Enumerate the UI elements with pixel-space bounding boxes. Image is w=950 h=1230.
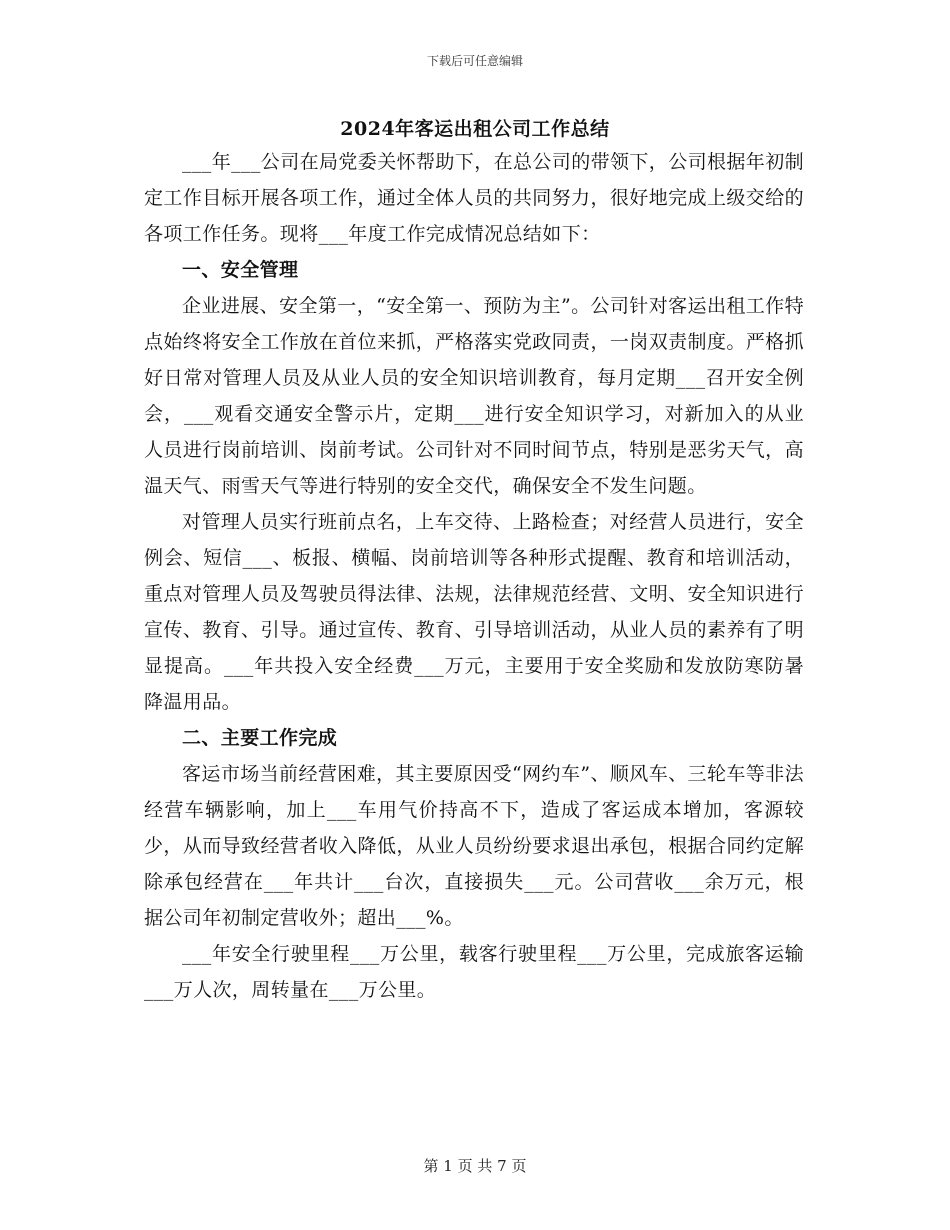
section-heading-work: 二、主要工作完成 bbox=[182, 727, 338, 749]
work-paragraph-2: ___年安全行驶里程___万公里，载客行驶里程___万公里，完成旅客运输___万人次，周转量在___万公里。 bbox=[144, 943, 804, 1001]
work-paragraph-1: 客运市场当前经营困难，其主要原因受“网约车”、顺风车、三轮车等非法经营车辆影响，加上___车用气价持高不下，造成了客运成本增加，客源较少，从而导致经营者收入降低，从业人员纷纷要求退出承包，根据合同约定解除承包经营在___年共计___台次，直接损失___元。公司营收___余万元，根据公司年初制定营收外；超出___%。 bbox=[144, 763, 804, 929]
section-heading-safety: 一、安全管理 bbox=[182, 259, 299, 281]
document-title: 2024年客运出租公司工作总结 bbox=[340, 118, 610, 140]
document-body bbox=[144, 144, 804, 1008]
header-note: 下载后可任意编辑 bbox=[426, 54, 523, 68]
safety-paragraph-2: 对管理人员实行班前点名，上车交待、上路检查；对经营人员进行，安全例会、短信___、板报、横幅、岗前培训等各种形式提醒、教育和培训活动，重点对管理人员及驾驶员得法律、法规，法律规范经营、文明、安全知识进行宣传、教育、引导。通过宣传、教育、引导培训活动，从业人员的素养有了明显提高。___年共投入安全经费___万元，主要用于安全奖励和发放防寒防暑降温用品。 bbox=[144, 511, 804, 713]
page-footer: 第 1 页 共 7 页 bbox=[423, 1157, 527, 1175]
intro-paragraph: ___年___公司在局党委关怀帮助下，在总公司的带领下，公司根据年初制定工作目标开展各项工作，通过全体人员的共同努力，很好地完成上级交给的各项工作任务。现将___年度工作完成情况总结如下： bbox=[144, 151, 805, 245]
safety-paragraph-1: 企业进展、安全第一，“安全第一、预防为主”。公司针对客运出租工作特点始终将安全工作放在首位来抓，严格落实党政同责，一岗双责制度。严格抓好日常对管理人员及从业人员的安全知识培训教育，每月定期___召开安全例会，___观看交通安全警示片，定期___进行安全知识学习，对新加入的从业人员进行岗前培训、岗前考试。公司针对不同时间节点，特别是恶劣天气，高温天气、雨雪天气等进行特别的安全交代，确保安全不发生问题。 bbox=[144, 295, 804, 497]
